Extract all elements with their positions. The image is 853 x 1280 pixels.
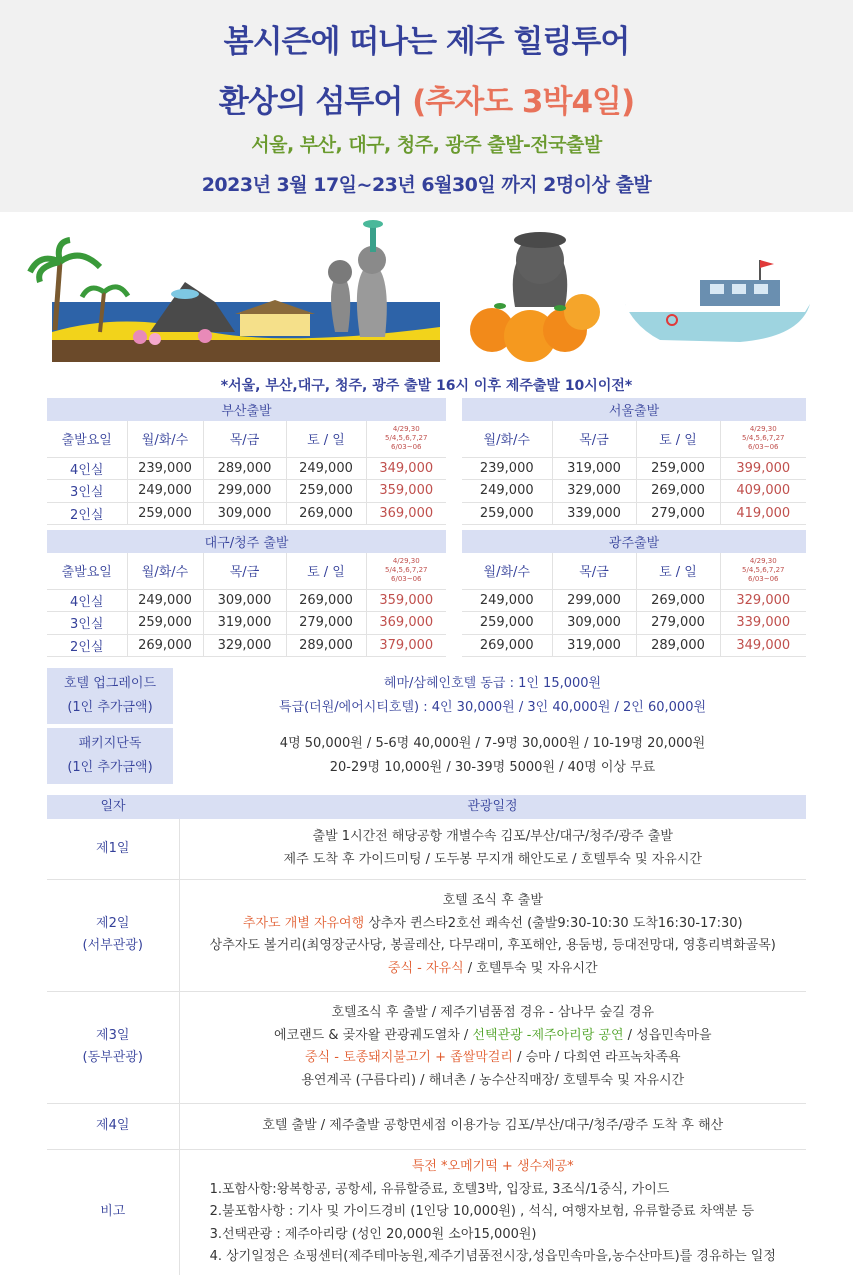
day-label: 제4일	[47, 1103, 179, 1149]
departure-notice: *서울, 부산,대구, 청주, 광주 출발 16시 이후 제주출발 10시이전*	[220, 378, 633, 394]
column-header: 목/금	[552, 421, 636, 457]
special-dates-header: 4/29,30 5/4,5,6,7,27 6/03~06	[720, 553, 806, 589]
column-header: 월/화/수	[127, 553, 203, 589]
special-dates-header: 4/29,30 5/4,5,6,7,27 6/03~06	[720, 421, 806, 457]
price-table-daegu-cheongju	[47, 530, 446, 657]
harubang-tangerine-illustration	[470, 232, 600, 362]
day3-content: 호텔조식 후 출발 / 제주기념품점 경유 - 삼나무 숲길 경유 에코랜드 & 곶자왈 관광궤도열차 / 선택관광 -제주아리랑 공연 / 성읍민속마을 중식 - 토종돼지불고기 + 좁쌀막걸리 / 승마 / 다희연 라프녹차족욕 용연계곡 (구름다리) / 해녀촌 / 농수산직매장/ 호텔투숙 및 자유시간	[179, 991, 806, 1103]
day-label: 제2일 (서부관광)	[47, 879, 179, 991]
remarks-row	[47, 1149, 806, 1275]
table-title: 광주출발	[462, 530, 806, 553]
hotel-upgrade-content: 헤마/삼헤인호텔 동급 : 1인 15,000원 특급(더원/에어시티호텔) : 4인 30,000원 / 3인 40,000원 / 2인 60,000원	[278, 676, 707, 715]
table-row: 4인실 249,000 309,000 269,000 359,000	[47, 589, 446, 612]
column-header: 토 / 일	[636, 421, 720, 457]
column-header: 월/화/수	[127, 421, 203, 457]
header-banner	[0, 0, 853, 212]
table-row: 4인실 239,000 289,000 249,000 349,000	[47, 457, 446, 480]
table-row: 249,000 299,000 269,000 329,000	[462, 589, 806, 612]
day2-row	[47, 879, 806, 991]
column-header: 월/화/수	[462, 421, 552, 457]
column-header: 관광일정	[179, 795, 806, 819]
table-title: 대구/청주 출발	[47, 530, 446, 553]
special-benefit: 특전 *오메기떡 + 생수제공*	[411, 1159, 574, 1174]
column-header: 목/금	[203, 421, 286, 457]
page-title-line2	[0, 76, 853, 121]
day1-row	[47, 819, 806, 879]
ferry-boat-illustration	[625, 260, 810, 342]
remarks-label: 비고	[47, 1149, 179, 1275]
table-row: 3인실 259,000 319,000 279,000 369,000	[47, 612, 446, 635]
hotel-upgrade-label: 호텔 업그레이드 (1인 추가금액)	[47, 668, 173, 724]
day-label: 제1일	[47, 819, 179, 879]
itinerary-table	[47, 795, 806, 1275]
table-title: 부산출발	[47, 398, 446, 421]
table-row: 239,000 319,000 259,000 399,000	[462, 457, 806, 480]
tour-period: 2023년 3월 17일~23년 6월30일 까지 2명이상 출발	[201, 174, 652, 196]
package-private-section	[47, 728, 806, 784]
special-dates-header: 4/29,30 5/4,5,6,7,27 6/03~06	[366, 553, 446, 589]
package-private-content: 4명 50,000원 / 5-6명 40,000원 / 7-9명 30,000원 / 10-19명 20,000원 20-29명 10,000원 / 30-39명 5000원 / 40명 이상 무료	[279, 736, 706, 775]
column-header: 목/금	[203, 553, 286, 589]
special-dates-header: 4/29,30 5/4,5,6,7,27 6/03~06	[366, 421, 446, 457]
price-table-gwangju	[462, 530, 806, 657]
day4-content: 호텔 출발 / 제주출발 공항면세점 이용가능 김포/부산/대구/청주/광주 도착 후 해산	[179, 1103, 806, 1149]
price-table-seoul	[462, 398, 806, 525]
column-header: 토 / 일	[286, 421, 366, 457]
column-header: 월/화/수	[462, 553, 552, 589]
table-row: 259,000 339,000 279,000 419,000	[462, 502, 806, 525]
title-main: 환상의 섬투어	[218, 84, 413, 120]
table-row: 249,000 329,000 269,000 409,000	[462, 480, 806, 503]
table-row: 2인실 269,000 329,000 289,000 379,000	[47, 634, 446, 657]
column-header: 목/금	[552, 553, 636, 589]
remarks-content: 특전 *오메기떡 + 생수제공* 1.포함사항:왕복항공, 공항세, 유류할증료, 호텔3박, 입장료, 3조식/1중식, 가이드 2.불포함사항 : 기사 및 가이드경비 (1인당 10,000원) , 석식, 여행자보험, 유류할증료 차액분 등 3.선택관광 : 제주아리랑 (성인 20,000원 소아15,000원) 4. 상기일정은 쇼핑센터(제주테마농원,제주기념품전시장,성읍민속마을,농수산마트)를 경유하는 일정	[179, 1149, 806, 1275]
day1-content: 출발 1시간전 해당공항 개별수속 김포/부산/대구/청주/광주 출발 제주 도착 후 가이드미팅 / 도두봉 무지개 해안도로 / 호텔투숙 및 자유시간	[179, 819, 806, 879]
day4-row	[47, 1103, 806, 1149]
island-scene-illustration	[30, 220, 440, 362]
table-row: 3인실 249,000 299,000 259,000 359,000	[47, 480, 446, 503]
column-header: 토 / 일	[636, 553, 720, 589]
jeju-illustration	[0, 212, 853, 372]
table-row: 2인실 259,000 309,000 269,000 369,000	[47, 502, 446, 525]
table-row: 269,000 319,000 289,000 349,000	[462, 634, 806, 657]
day3-row	[47, 991, 806, 1103]
table-row: 259,000 309,000 279,000 339,000	[462, 612, 806, 635]
column-header: 출발요일	[47, 553, 127, 589]
package-private-label: 패키지단독 (1인 추가금액)	[47, 728, 173, 784]
column-header: 출발요일	[47, 421, 127, 457]
column-header: 토 / 일	[286, 553, 366, 589]
departure-cities: 서울, 부산, 대구, 청주, 광주 출발-전국출발	[251, 134, 602, 156]
day-label: 제3일 (동부관광)	[47, 991, 179, 1103]
price-table-busan	[47, 398, 446, 525]
day2-content: 호텔 조식 후 출발 추자도 개별 자유여행 상추자 퀸스타2호선 쾌속선 (출발9:30-10:30 도착16:30-17:30) 상추자도 볼거리(최영장군사당, 봉골레산, 다무래미, 후포해안, 용둠벙, 등대전망대, 영흥리벽화골목) 중식 - 자유식 / 호텔투숙 및 자유시간	[179, 879, 806, 991]
hotel-upgrade-section	[47, 668, 806, 724]
title-highlight: (추자도 3박4일)	[412, 84, 635, 120]
table-title: 서울출발	[462, 398, 806, 421]
page-title: 봄시즌에 떠나는 제주 힐링투어	[223, 24, 630, 60]
column-header: 일자	[47, 795, 179, 819]
